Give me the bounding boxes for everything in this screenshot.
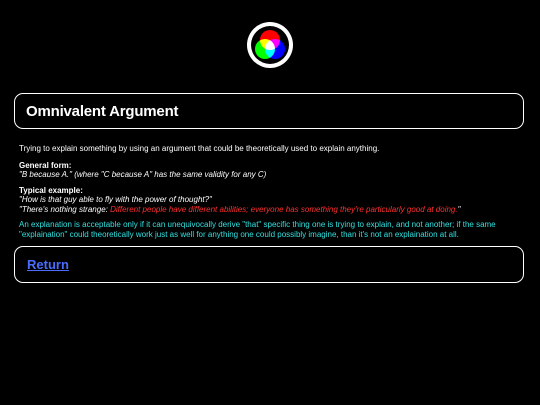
general-form-section (19, 161, 519, 180)
general-form-text: "B because A." (where "C because A" has the same validity for any C) (19, 170, 267, 179)
typical-example-heading: Typical example: (19, 185, 83, 195)
rgb-color-wheel-icon (247, 22, 293, 68)
article-body (19, 144, 519, 239)
intro-text: Trying to explain something by using an argument that could be theoretically used to explain anything. (19, 144, 380, 153)
example-line-2 (19, 205, 519, 215)
return-panel (14, 246, 524, 283)
example-highlight: Different people have different abilities; everyone has something they're particularly good at doing. (110, 204, 458, 214)
return-link[interactable]: Return (27, 257, 69, 272)
title-panel (14, 93, 524, 129)
example-line-2-suffix: " (457, 204, 461, 214)
page-title: Omnivalent Argument (26, 103, 179, 120)
typical-example-section (19, 186, 519, 215)
general-form-heading: General form: (19, 160, 72, 170)
example-line-2-prefix: "There's nothing strange: (19, 204, 111, 214)
example-line-1: "How is that guy able to fly with the power of thought?" (19, 195, 212, 204)
explanation-note: An explanation is acceptable only if it can unequivocally derive "that" specific thing one is trying to explain, and not another; if the same "explaination" could theoretically work just as well for anything one could possibly imagine, than it's not an explaination at all. (19, 220, 496, 239)
